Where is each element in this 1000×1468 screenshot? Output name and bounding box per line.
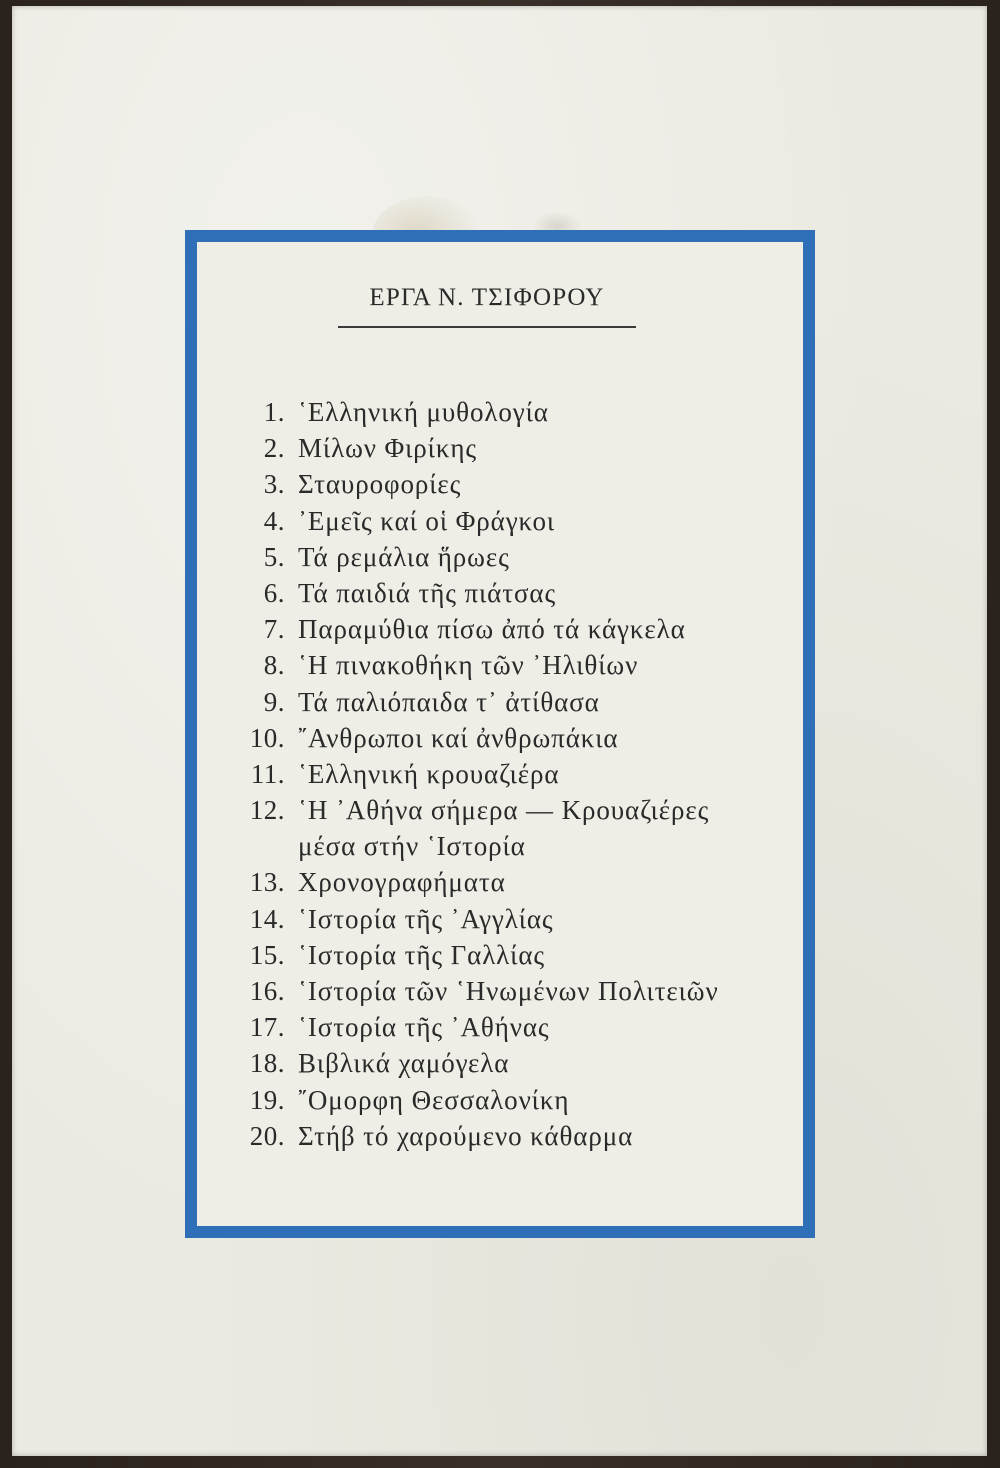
work-number — [225, 828, 285, 864]
work-number: 10. — [249, 722, 285, 753]
works-title: ΕΡΓΑ Ν. ΤΣΙΦΟΡΟΥ — [369, 284, 605, 311]
work-number: 19. — [249, 1084, 285, 1115]
work-title: ῾Ελληνική μυθολογία — [298, 397, 549, 427]
work-number: 17. — [249, 1012, 285, 1043]
work-title: Χρονογραφήματα — [298, 867, 506, 898]
works-list-item — [225, 720, 805, 756]
work-number: 15. — [249, 939, 285, 970]
work-number: 5. — [263, 541, 285, 572]
work-title: ῾Ιστορία τῶν ῾Ηνωμένων Πολιτειῶν — [298, 976, 719, 1006]
work-title: ῾Ιστορία τῆς Γαλλίας — [298, 939, 545, 970]
work-number: 2. — [263, 433, 285, 464]
works-list-item — [225, 503, 805, 539]
work-number: 12. — [249, 795, 285, 826]
work-title: ῾Ελληνική κρουαζιέρα — [298, 758, 560, 789]
work-title: Σταυροφορίες — [298, 469, 462, 500]
work-title: ῾Η ᾿Αθήνα σήμερα — Κρουαζιέρες — [298, 795, 710, 826]
work-title: ῎Ομορφη Θεσσαλονίκη — [298, 1084, 570, 1115]
work-title: Τά παλιόπαιδα τ᾿ ἀτίθασα — [298, 686, 600, 717]
works-list-item — [225, 973, 805, 1009]
works-list-item — [225, 864, 805, 900]
work-number: 14. — [249, 903, 285, 934]
works-list-item — [225, 937, 805, 973]
work-title: ῎Ανθρωποι καί ἀνθρωπάκια — [298, 722, 619, 753]
works-list-item — [225, 611, 805, 647]
works-list-item — [225, 1118, 805, 1154]
work-number: 3. — [263, 469, 285, 500]
works-list-item — [225, 430, 805, 466]
work-number: 16. — [249, 976, 285, 1006]
works-list-item-continuation — [225, 828, 805, 864]
work-title: Τά ρεμάλια ἥρωες — [298, 541, 510, 572]
works-list-item — [225, 539, 805, 575]
title-underline — [338, 326, 636, 328]
work-number: 13. — [249, 867, 285, 898]
work-number: 8. — [263, 650, 285, 681]
work-title: Παραμύθια πίσω ἀπό τά κάγκελα — [298, 614, 686, 645]
work-number: 11. — [250, 758, 285, 789]
works-list-item — [225, 684, 805, 720]
works-list-item — [225, 394, 805, 430]
work-title: Τά παιδιά τῆς πιάτσας — [298, 577, 557, 608]
works-list-item — [225, 901, 805, 937]
work-number: 6. — [263, 577, 285, 608]
works-list-item — [225, 756, 805, 792]
work-number: 20. — [249, 1120, 285, 1151]
work-title: μέσα στήν ῾Ιστορία — [298, 831, 526, 862]
work-title: ᾿Εμεῖς καί οἱ Φράγκοι — [298, 505, 556, 536]
work-title: ῾Ιστορία τῆς ᾿Αγγλίας — [298, 903, 554, 934]
work-number: 1. — [263, 397, 285, 427]
works-list-item — [225, 1082, 805, 1118]
work-title: ῾Ιστορία τῆς ᾿Αθήνας — [298, 1012, 550, 1043]
work-title: ῾Η πινακοθήκη τῶν ᾿Ηλιθίων — [298, 650, 639, 681]
works-list-item — [225, 647, 805, 683]
work-number: 9. — [263, 686, 285, 717]
work-title: Στήβ τό χαρούμενο κάθαρμα — [298, 1120, 634, 1151]
works-list — [225, 394, 805, 1154]
work-number: 18. — [249, 1048, 285, 1079]
work-title: Μίλων Φιρίκης — [298, 433, 477, 464]
work-number: 4. — [263, 505, 285, 536]
works-list-item — [225, 792, 805, 828]
works-list-item — [225, 1045, 805, 1081]
works-list-item — [225, 466, 805, 502]
works-list-item — [225, 575, 805, 611]
work-title: Βιβλικά χαμόγελα — [298, 1048, 510, 1079]
work-number: 7. — [263, 614, 285, 645]
works-list-item — [225, 1009, 805, 1045]
